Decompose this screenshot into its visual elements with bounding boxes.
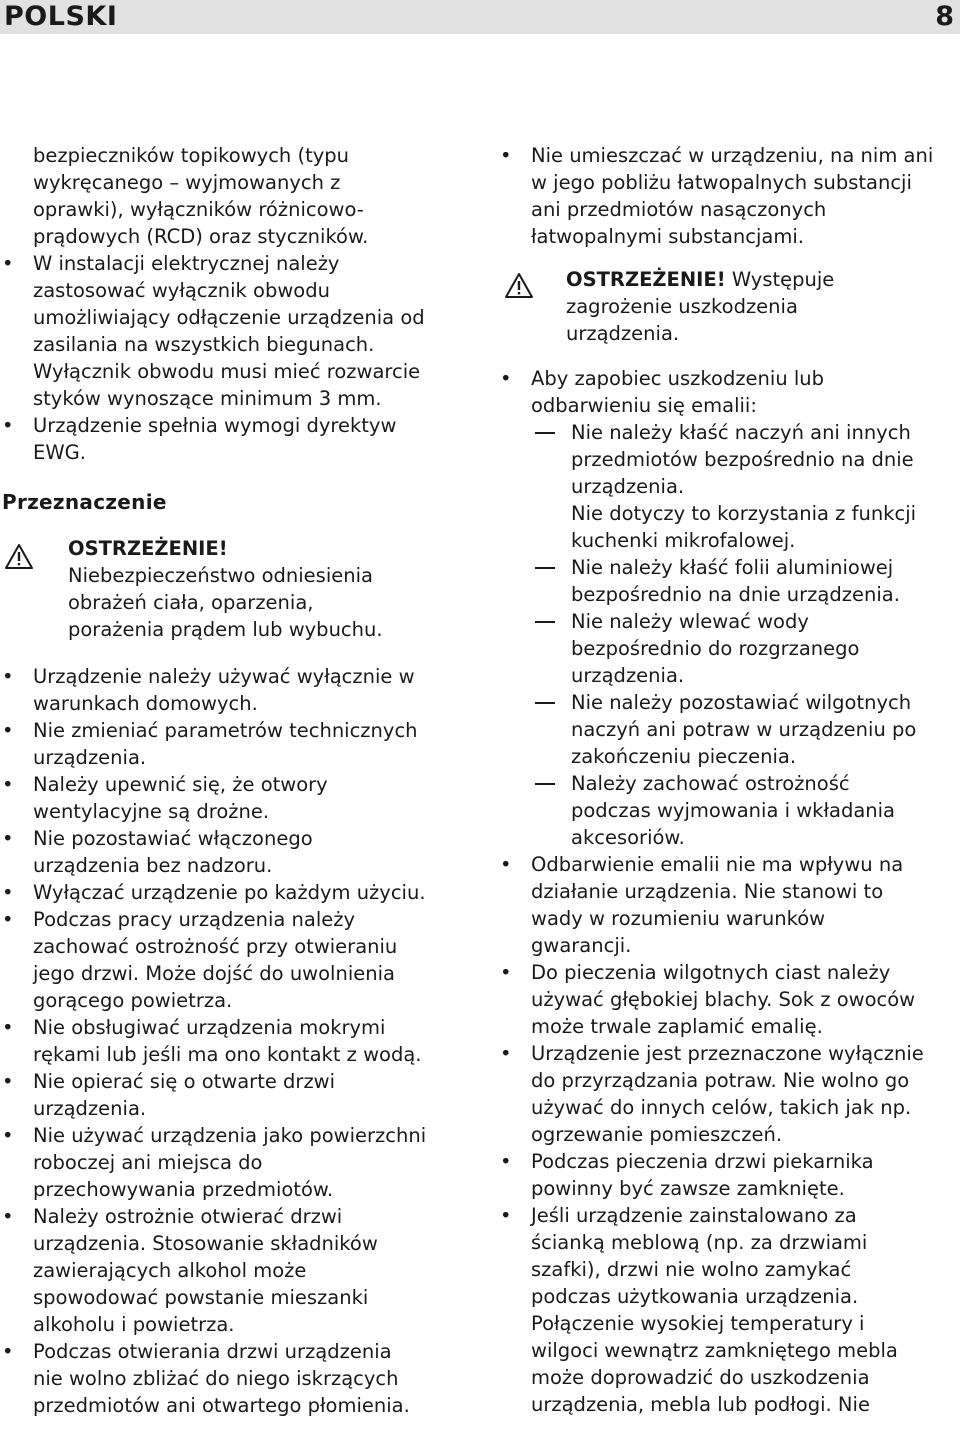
warning-label: OSTRZEŻENIE!	[68, 537, 228, 560]
bullet-list-right-enamel	[498, 365, 960, 419]
list-item: • Należy upewnić się, że otwory wentylacyjne są drożne.	[0, 771, 470, 825]
list-item: • Należy ostrożnie otwierać drzwi urządzenia. Stosowanie składników zawierających alkohol może spowodować powstanie mieszanki alkoholu i powietrza.	[0, 1203, 470, 1338]
list-item: • Nie opierać się o otwarte drzwi urządzenia.	[0, 1068, 470, 1122]
list-item: • Aby zapobiec uszkodzeniu lub odbarwieniu się emalii:	[498, 365, 960, 419]
dash-item: Nie należy kłaść folii aluminiowej bezpośrednio na dnie urządzenia.	[498, 554, 960, 608]
bullet-list-bottom	[0, 663, 470, 1419]
bullet-list-right-top	[498, 142, 960, 250]
bullet-list-top	[0, 250, 470, 466]
text-line: prądowych (RCD) oraz styczników.	[33, 225, 369, 248]
bullet-list-right-rest	[498, 851, 960, 1418]
page-number: 8	[935, 1, 954, 32]
list-item: • Nie umieszczać w urządzeniu, na nim ani w jego pobliżu łatwopalnych substancji ani przedmiotów nasączonych łatwopalnymi substancjami.	[498, 142, 960, 250]
dash-item: Nie należy pozostawiać wilgotnych naczyń ani potraw w urządzeniu po zakończeniu pieczenia.	[498, 689, 960, 770]
list-item: • Urządzenie spełnia wymogi dyrektyw EWG.	[0, 412, 470, 466]
left-column	[0, 142, 470, 1419]
warning-first-line	[566, 266, 960, 293]
list-item: • Urządzenie jest przeznaczone wyłącznie do przyrządzania potraw. Nie wolno go używać do innych celów, takich jak np. ogrzewanie pomieszczeń.	[498, 1040, 960, 1148]
list-item: • W instalacji elektrycznej należy zastosować wyłącznik obwodu umożliwiający odłączenie urządzenia od zasilania na wszystkich biegunach. Wyłącznik obwodu musi mieć rozwarcie styków wynoszące minimum 3 mm.	[0, 250, 470, 412]
warning-block	[0, 535, 470, 643]
list-item: • Jeśli urządzenie zainstalowano za ścianką meblową (np. za drzwiami szafki), drzwi nie wolno zamykać podczas użytkowania urządzenia. Połączenie wysokiej temperatury i wilgoci wewnątrz zamkniętego mebla może doprowadzić do uszkodzenia urządzenia, mebla lub podłogi. Nie	[498, 1202, 960, 1418]
text-line: wykręcanego – wyjmowanych z	[33, 171, 341, 194]
list-item: • Nie obsługiwać urządzenia mokrymi rękami lub jeśli ma ono kontakt z wodą.	[0, 1014, 470, 1068]
list-item: • Podczas pracy urządzenia należy zachować ostrożność przy otwieraniu jego drzwi. Może dojść do uwolnienia gorącego powietrza.	[0, 906, 470, 1014]
warning-triangle-icon	[504, 272, 534, 299]
list-item: • Nie używać urządzenia jako powierzchni roboczej ani miejsca do przechowywania przedmiotów.	[0, 1122, 470, 1203]
dash-item: Nie należy wlewać wody bezpośrednio do rozgrzanego urządzenia.	[498, 608, 960, 689]
list-item: • Odbarwienie emalii nie ma wpływu na działanie urządzenia. Nie stanowi to wady w rozumieniu warunków gwarancji.	[498, 851, 960, 959]
warning-text: urządzenia.	[566, 322, 680, 345]
page-header	[0, 0, 960, 34]
warning-triangle-icon	[4, 543, 34, 570]
list-item: • Nie zmieniać parametrów technicznych urządzenia.	[0, 717, 470, 771]
warning-text: porażenia prądem lub wybuchu.	[68, 618, 383, 641]
list-item: • Wyłączać urządzenie po każdym użyciu.	[0, 879, 470, 906]
warning-label: OSTRZEŻENIE!	[566, 268, 726, 291]
list-item: • Urządzenie należy używać wyłącznie w warunkach domowych.	[0, 663, 470, 717]
warning-block	[498, 266, 960, 347]
header-language: POLSKI	[4, 1, 118, 32]
section-title: Przeznaczenie	[2, 490, 167, 514]
dash-item: Należy zachować ostrożność podczas wyjmowania i wkładania akcesoriów.	[498, 770, 960, 851]
text-line: oprawki), wyłączników różnicowo-	[33, 198, 364, 221]
warning-text: zagrożenie uszkodzenia	[566, 295, 798, 318]
text-line: bezpieczników topikowych (typu	[33, 144, 350, 167]
list-item: • Nie pozostawiać włączonego urządzenia bez nadzoru.	[0, 825, 470, 879]
list-item: • Podczas pieczenia drzwi piekarnika powinny być zawsze zamknięte.	[498, 1148, 960, 1202]
warning-text: Niebezpieczeństwo odniesienia	[68, 564, 373, 587]
dash-list	[498, 419, 960, 851]
list-item: • Podczas otwierania drzwi urządzenia nie wolno zbliżać do niego iskrzących przedmiotów ani otwartego płomienia.	[0, 1338, 470, 1419]
right-column	[498, 142, 960, 1418]
warning-text: obrażeń ciała, oparzenia,	[68, 591, 314, 614]
dash-item: Nie należy kłaść naczyń ani innych przedmiotów bezpośrednio na dnie urządzenia. Nie dotyczy to korzystania z funkcji kuchenki mikrofalowej.	[498, 419, 960, 554]
list-item: • Do pieczenia wilgotnych ciast należy używać głębokiej blachy. Sok z owoców może trwale zaplamić emalię.	[498, 959, 960, 1040]
continuation-paragraph	[0, 142, 470, 250]
warning-text: Występuje	[731, 268, 835, 291]
